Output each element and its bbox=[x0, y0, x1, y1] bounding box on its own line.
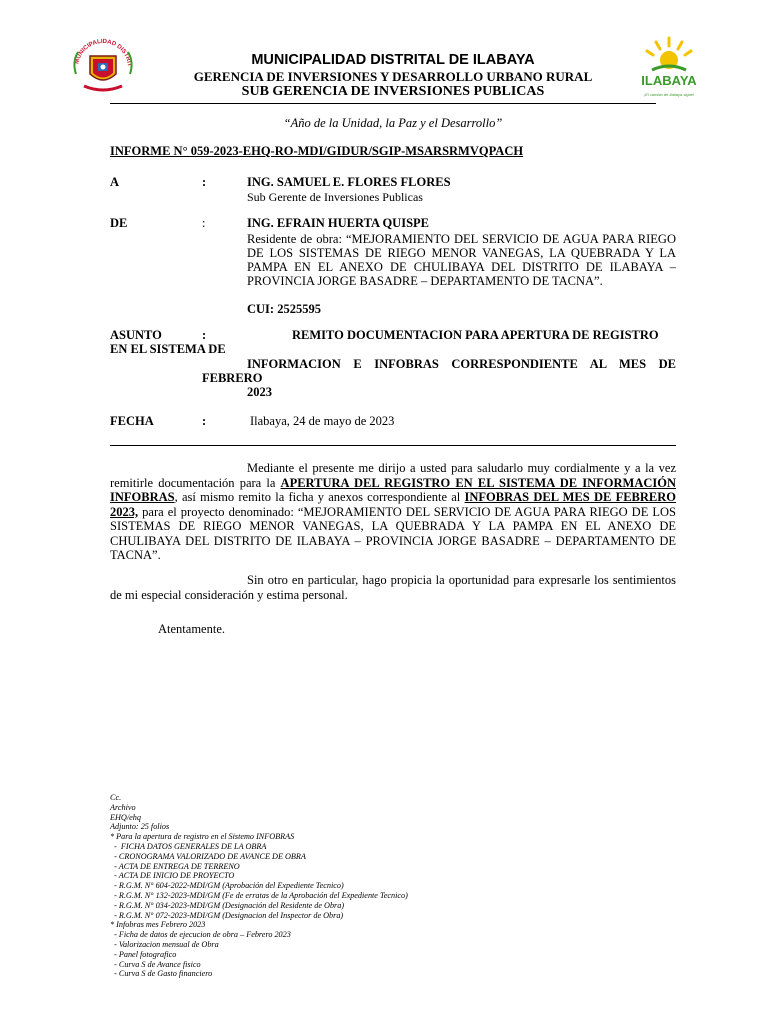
seal-text: MUNICIPALIDAD DISTRIT bbox=[74, 38, 132, 67]
from-colon: : bbox=[202, 216, 206, 230]
year-motto: “Año de la Unidad, la Paz y el Desarrollo” bbox=[283, 116, 503, 130]
infobras-month-emphasis: INFOBRAS DEL MES DE FEBRERO 2023, bbox=[110, 490, 676, 519]
date-value: Ilabaya, 24 de mayo de 2023 bbox=[250, 414, 395, 428]
brand-wordmark: ILABAYA bbox=[641, 73, 697, 88]
footer-line: - Ficha de datos de ejecucion de obra – Febrero 2023 bbox=[110, 930, 291, 940]
footer-line: EHQ/ehq bbox=[110, 812, 141, 822]
subject-line-1: REMITO DOCUMENTACION PARA APERTURA DE REGISTRO bbox=[292, 328, 659, 342]
footer-line: Archivo bbox=[110, 802, 136, 812]
closing: Atentamente. bbox=[158, 622, 225, 636]
subgerencia-name: SUB GERENCIA DE INVERSIONES PUBLICAS bbox=[241, 84, 545, 99]
footer-line: Adjunto: 25 folios bbox=[110, 822, 170, 832]
footer-line: - ACTA DE ENTREGA DE TERRENO bbox=[110, 861, 240, 871]
footer-line: - Curva S de Gasto financiero bbox=[110, 969, 213, 979]
subject-line-2: EN EL SISTEMA DE bbox=[110, 342, 226, 356]
brand-tagline: ¡El cambio de Ilabaya sigue! bbox=[643, 92, 695, 97]
project-cui: CUI: 2525595 bbox=[247, 302, 321, 316]
to-colon: : bbox=[202, 175, 207, 189]
subject-line-3: INFORMACION E INFOBRAS CORRESPONDIENTE AL MES DE bbox=[247, 357, 676, 371]
footer-line: * Infobras mes Febrero 2023 bbox=[110, 920, 206, 930]
sender-role: Residente de obra: “MEJORAMIENTO DEL SERVICIO DE AGUA PARA RIEGO DE LOS SISTEMAS DE RIEGO MENOR VANEGAS, LA QUEBRADA Y LA PAMPA EN EL ANEXO DE CHULIBAYA DEL DISTRITO DE ILABAYA – PROVINCIA JORGE BASADRE – DEPARTAMENTO DE TACNA”. bbox=[247, 232, 676, 288]
footer-line: - CRONOGRAMA VALORIZADO DE AVANCE DE OBRA bbox=[110, 851, 306, 861]
subject-colon: : bbox=[202, 328, 207, 342]
footer-line: - Panel fotografico bbox=[110, 949, 177, 959]
footer-line: - R.G.M. N° 132-2023-MDI/GM (Fe de erratas de la Aprobación del Expediente Tecnico) bbox=[110, 890, 408, 900]
sender-name: ING. EFRAIN HUERTA QUISPE bbox=[247, 216, 429, 230]
footer-line: - Valorizacion mensual de Obra bbox=[110, 939, 219, 949]
footer-line: Cc. bbox=[110, 793, 122, 802]
footer-line: - FICHA DATOS GENERALES DE LA OBRA bbox=[110, 841, 267, 851]
to-label: A bbox=[110, 175, 120, 189]
body-paragraph-2: Sin otro en particular, hago propicia la oportunidad para expresarle los sentimientos de mi especial consideración y estima personal. bbox=[110, 573, 676, 602]
footer-line: - ACTA DE INICIO DE PROYECTO bbox=[110, 871, 235, 881]
body-paragraph-1: Mediante el presente me dirijo a usted para saludarlo muy cordialmente y a la vez remitirle documentación para la APERTURA DEL REGISTRO EN EL SISTEMA DE INFORMACIÓN INFOBRAS, así mismo remito la ficha y anexos correspondiente al INFOBRAS DEL MES DE FEBRERO 2023, para el proyecto denominado: “MEJORAMIENTO DEL SERVICIO DE AGUA PARA RIEGO DE LOS SISTEMAS DE RIEGO MENOR VANEGAS, LA QUEBRADA Y LA PAMPA EN EL ANEXO DE CHULIBAYA DEL DISTRITO DE ILABAYA – PROVINCIA JORGE BASADRE – DEPARTAMENTO DE TACNA”. bbox=[110, 461, 676, 562]
gerencia-name: GERENCIA DE INVERSIONES Y DESARROLLO URBANO RURAL bbox=[193, 69, 593, 84]
attachments-footer bbox=[110, 793, 408, 979]
report-number: INFORME N° 059-2023-EHQ-RO-MDI/GIDUR/SGIP-MSARSRMVQPACH bbox=[110, 144, 524, 158]
body-divider bbox=[110, 445, 676, 446]
date-label: FECHA bbox=[110, 414, 154, 428]
date-colon: : bbox=[202, 414, 207, 428]
header-divider bbox=[110, 103, 656, 104]
subject-line-4: FEBRERO bbox=[202, 371, 263, 385]
recipient-name: ING. SAMUEL E. FLORES FLORES bbox=[247, 175, 451, 189]
footer-line: * Para la apertura de registro en el Sistemo INFOBRAS bbox=[110, 832, 295, 842]
subject-label: ASUNTO bbox=[110, 328, 162, 342]
recipient-title: Sub Gerente de Inversiones Publicas bbox=[247, 190, 423, 204]
footer-line: - Curva S de Avance fisico bbox=[110, 959, 201, 969]
footer-line: - R.G.M. N° 072-2023-MDI/GM (Designacion del Inspector de Obra) bbox=[110, 910, 344, 920]
footer-line: - R.G.M. N° 034-2023-MDI/GM (Designación del Residente de Obra) bbox=[110, 900, 345, 910]
organization-name: MUNICIPALIDAD DISTRITAL DE ILABAYA bbox=[251, 52, 535, 68]
from-label: DE bbox=[110, 216, 128, 230]
infobras-registration-emphasis: APERTURA DEL REGISTRO EN EL SISTEMA DE INFORMACIÓN INFOBRAS bbox=[110, 475, 676, 504]
footer-line: - R.G.M. N° 604-2022-MDI/GM (Aprobación del Expediente Tecnico) bbox=[110, 881, 344, 891]
subject-line-5: 2023 bbox=[247, 385, 272, 399]
